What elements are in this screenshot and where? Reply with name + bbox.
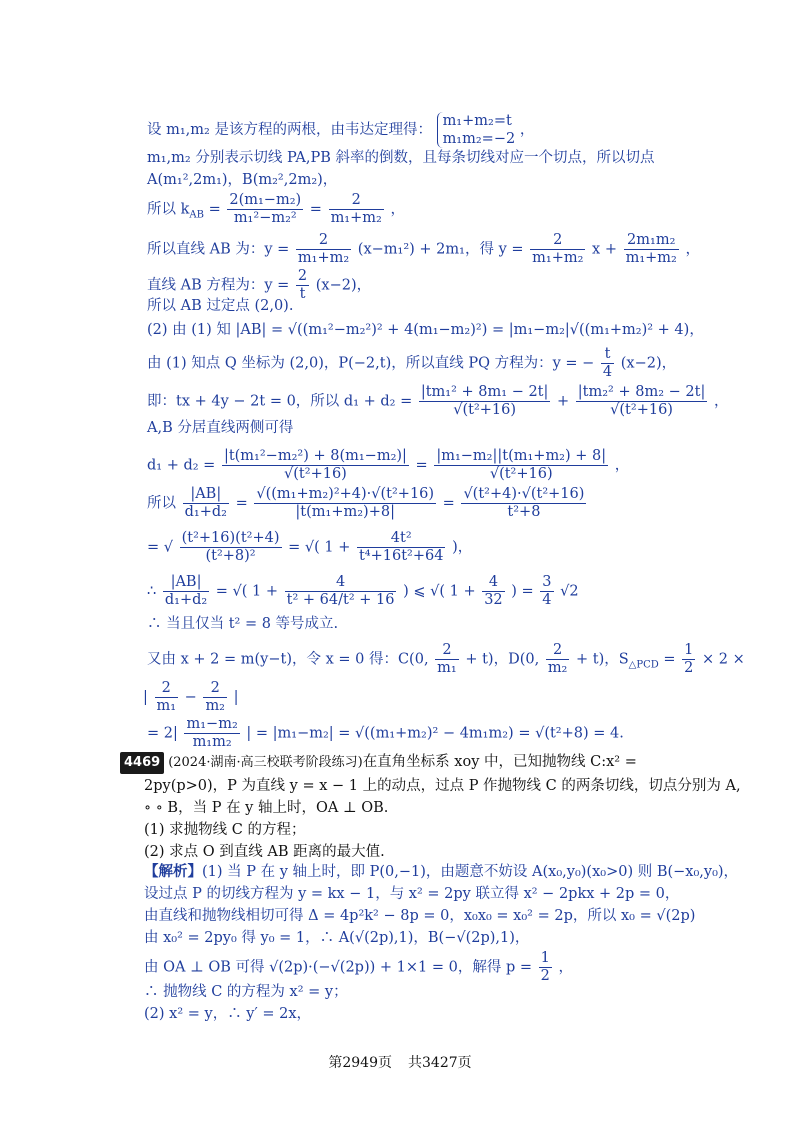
- fraction: $\frac{4}{32}$: [484, 574, 503, 608]
- fraction: $\frac{3}{4}$: [542, 574, 552, 608]
- fraction: $\frac{\text{m₁−m₂}}{\text{m₁m₂}}$: [186, 716, 238, 750]
- solution-line-2: m₁,m₂ 分别表示切线 PA,PB 斜率的倒数，且每条切线对应一个切点，所以切点: [147, 150, 655, 166]
- fraction: $\frac{2}{t}$: [297, 268, 308, 302]
- analysis-line-7: (2) x² = y，∴ y′ = 2x，: [144, 1006, 312, 1022]
- solution-line-ab: 所以直线 AB 为：y = $\frac{2}{\text{m₁+m₂}}$ (x−m₁²) + 2m₁，得 y = $\frac{2}{\text{m₁+m₂}}$ x + $\frac{\text{2m₁m₂}}{\text{m₁+m₂}}$ ，: [147, 232, 700, 266]
- analysis-line-2: 设过点 P 的切线方程为 y = kx − 1，与 x² = 2py 联立得 x² − 2pkx + 2p = 0，: [144, 886, 680, 902]
- solution-line-vieta: 设 m₁,m₂ 是该方程的两根，由韦达定理得： m₁+m₂=t m₁m₂=−2 ，: [147, 113, 535, 147]
- fraction: $\frac{2}{\text{m₂}}$: [547, 642, 568, 676]
- page-total: 共3427页: [408, 1055, 472, 1071]
- solution-line-distance-sum: 即：tx + 4y − 2t = 0，所以 d₁ + d₂ = $\frac{\text{|tm₁² + 8m₁ − 2t|}}{\text{√(t²+16)}}$ + $\frac{\text{|tm₂² + 8m₂ − 2t|}}{\text{√(t²+16)}}$ ，: [147, 384, 729, 418]
- solution-line-ratio: 所以 $\frac{|AB|}{\text{d₁+d₂}}$ = $\frac{\text{√((m₁+m₂)²+4)·√(t²+16)}}{\text{|t(m₁+m₂)+8|}}$ = $\frac{\text{√(t²+4)·√(t²+16)}}{\text{t²+8}}$: [147, 486, 585, 520]
- fraction: $\frac{\text{|m₁−m₂||t(m₁+m₂) + 8|}}{\text{√(t²+16)}}$: [436, 448, 607, 482]
- problem-number-badge: 4469: [120, 752, 164, 774]
- fraction: $\frac{|AB|}{\text{d₁+d₂}}$: [164, 574, 208, 608]
- equation-system: m₁+m₂=t m₁m₂=−2: [437, 112, 516, 148]
- analysis-line-4: 由 x₀² = 2py₀ 得 y₀ = 1，∴ A(√(2p),1)，B(−√(2p),1)，: [144, 930, 530, 946]
- solution-line-fixed-point: 所以 AB 过定点 (2,0).: [147, 298, 294, 314]
- problem-stem-line-3: ∘ ∘ B，当 P 在 y 轴上时，OA ⊥ OB.: [144, 800, 389, 816]
- problem-stem-line-2: 2py(p>0)，P 为直线 y = x − 1 上的动点，过点 P 作抛物线 C 的两条切线，切点分别为 A,: [144, 778, 741, 794]
- fraction: $\frac{1}{2}$: [540, 950, 550, 984]
- fraction: $\frac{\text{(t²+16)(t²+4)}}{\text{(t²+8)²}}$: [181, 530, 280, 564]
- solution-line-area-result: = 2| $\frac{\text{m₁−m₂}}{\text{m₁m₂}}$ | = |m₁−m₂| = √((m₁+m₂)² − 4m₁m₂) = √(t²+8) = 4.: [147, 716, 624, 750]
- solution-line-ab-eq: 直线 AB 方程为：y = $\frac{2}{t}$ (x−2)，: [147, 268, 372, 302]
- fraction: $\frac{2}{\text{m₁+m₂}}$: [330, 192, 382, 226]
- fraction: $\frac{t}{4}$: [602, 346, 613, 380]
- fraction: $\frac{\text{√(t²+4)·√(t²+16)}}{\text{t²+8}}$: [463, 486, 585, 520]
- problem-source: (2024·湖南·高三校联考阶段练习): [168, 755, 363, 770]
- solution-line-ab-length: (2) 由 (1) 知 |AB| = √((m₁²−m₂²)² + 4(m₁−m₂)²) = |m₁−m₂|√((m₁+m₂)² + 4)，: [147, 322, 704, 338]
- fraction: $\frac{2}{\text{m₂}}$: [205, 680, 225, 714]
- solution-line-pq: 由 (1) 知点 Q 坐标为 (2,0)，P(−2,t)，所以直线 PQ 方程为：y = − $\frac{t}{4}$ (x−2)，: [147, 346, 677, 380]
- fraction: $\frac{\text{2m₁m₂}}{\text{m₁+m₂}}$: [625, 232, 677, 266]
- solution-line-slope: 所以 $k_{AB}$ = $\frac{\text{2(m₁−m₂)}}{\text{m₁²−m₂²}}$ = $\frac{2}{\text{m₁+m₂}}$ ，: [147, 192, 405, 226]
- analysis-line-5: 由 OA ⊥ OB 可得 √(2p)·(−√(2p)) + 1×1 = 0，解得 p = $\frac{1}{2}$ ，: [144, 950, 573, 984]
- analysis-line-3: 由直线和抛物线相切可得 Δ = 4p²k² − 8p = 0，x₀x₀ = x₀² = 2p，所以 x₀ = √(2p): [144, 908, 696, 924]
- fraction: $\frac{\text{|t(m₁²−m₂²) + 8(m₁−m₂)|}}{\text{√(t²+16)}}$: [223, 448, 407, 482]
- solution-line-ratio-sqrt: = √ $\frac{\text{(t²+16)(t²+4)}}{\text{(t²+8)²}}$ = √( 1 + $\frac{\text{4t²}}{\text{t⁴+16t²+64}}$ )，: [147, 530, 473, 564]
- problem-question-1: (1) 求抛物线 C 的方程；: [144, 822, 306, 838]
- fraction: $\frac{\text{√((m₁+m₂)²+4)·√(t²+16)}}{\text{|t(m₁+m₂)+8|}}$: [256, 486, 435, 520]
- solution-line-distance-simplify: d₁ + d₂ = $\frac{\text{|t(m₁²−m₂²) + 8(m₁−m₂)|}}{\text{√(t²+16)}}$ = $\frac{\text{|m₁−m₂||t(m₁+m₂) + 8|}}{\text{√(t²+16)}}$ ，: [147, 448, 630, 482]
- fraction: $\frac{4}{\text{t² + 64/t² + 16}}$: [286, 574, 395, 608]
- fraction: $\frac{\text{|tm₁² + 8m₁ − 2t|}}{\text{√(t²+16)}}$: [420, 384, 549, 418]
- solution-line-area: 又由 x + 2 = m(y−t)，令 x = 0 得：C(0, $\frac{2}{\text{m₁}}$ + t)，D(0, $\frac{2}{\text{m₂}}$ + t)，$S_{\triangle PCD}$ = $\frac{1}{2}$ × 2 ×: [147, 642, 745, 676]
- fraction: $\frac{\text{4t²}}{\text{t⁴+16t²+64}}$: [358, 530, 444, 564]
- fraction: $\frac{2}{\text{m₁}}$: [156, 680, 177, 714]
- problem-question-2: (2) 求点 O 到直线 AB 距离的最大值.: [144, 844, 385, 860]
- fraction: $\frac{\text{|tm₂² + 8m₂ − 2t|}}{\text{√(t²+16)}}$: [577, 384, 706, 418]
- problem-stem-line-1: 4469 (2024·湖南·高三校联考阶段练习)在直角坐标系 xoy 中，已知抛物线 C:x² =: [120, 752, 637, 774]
- fraction: $\frac{|AB|}{\text{d₁+d₂}}$: [184, 486, 227, 520]
- fraction: $\frac{2}{\text{m₁+m₂}}$: [532, 232, 584, 266]
- solution-line-equality: ∴ 当且仅当 t² = 8 等号成立.: [147, 616, 339, 632]
- page-footer: [0, 1052, 800, 1072]
- solution-line-opposite-sides: A,B 分居直线两侧可得: [147, 420, 294, 436]
- solution-line-abs-diff: | $\frac{2}{\text{m₁}}$ − $\frac{2}{\text{m₂}}$ |: [143, 680, 239, 714]
- fraction: $\frac{1}{2}$: [684, 642, 694, 676]
- analysis-line-6: ∴ 抛物线 C 的方程为 x² = y；: [144, 984, 348, 1000]
- analysis-tag: 【解析】: [144, 863, 202, 880]
- solution-line-3: A(m₁²,2m₁)，B(m₂²,2m₂)，: [147, 172, 338, 188]
- fraction: $\frac{\text{2(m₁−m₂)}}{\text{m₁²−m₂²}}$: [229, 192, 302, 226]
- page-number: 第2949页: [328, 1055, 392, 1071]
- solution-line-inequality: ∴ $\frac{|AB|}{\text{d₁+d₂}}$ = √( 1 + $\frac{4}{\text{t² + 64/t² + 16}}$ ) ⩽ √( 1 + $\frac{4}{32}$ ) = $\frac{3}{4}$ √2: [147, 574, 579, 608]
- analysis-line-1: 【解析】(1) 当 P 在 y 轴上时，即 P(0,−1)，由题意不妨设 A(x₀,y₀)(x₀>0) 则 B(−x₀,y₀)，: [144, 863, 739, 880]
- fraction: $\frac{2}{\text{m₁+m₂}}$: [297, 232, 350, 266]
- fraction: $\frac{2}{\text{m₁}}$: [437, 642, 457, 676]
